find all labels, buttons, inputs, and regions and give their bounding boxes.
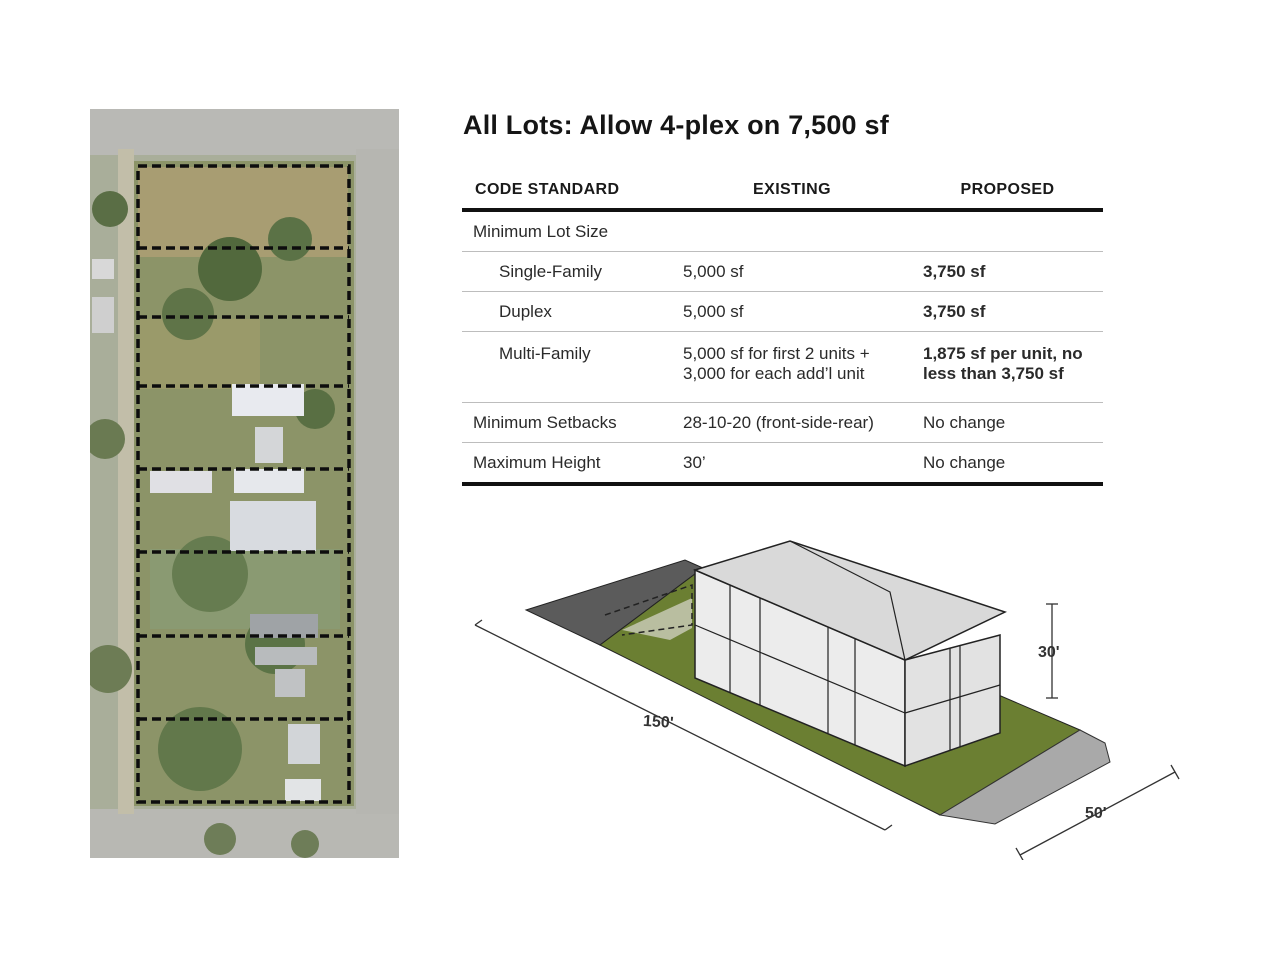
house-roof [230, 501, 316, 551]
row-label: Maximum Height [462, 443, 672, 485]
header-existing: EXISTING [672, 172, 912, 210]
dim-height-label: 30' [1038, 644, 1060, 661]
dim-width-label: 50' [1085, 805, 1107, 822]
house-roof [285, 779, 321, 801]
aerial-lots-image [90, 109, 399, 858]
house-roof [255, 647, 317, 665]
row-label: Minimum Setbacks [462, 403, 672, 443]
row-existing: 5,000 sf [672, 252, 912, 292]
proposed-line: less than 3,750 sf [923, 364, 1064, 383]
street-bottom [90, 809, 399, 858]
row-proposed: 3,750 sf [912, 292, 1103, 332]
house-roof [150, 471, 212, 493]
row-label: Multi-Family [462, 332, 672, 403]
row-proposed: No change [912, 403, 1103, 443]
house-roof [275, 669, 305, 697]
row-label: Single-Family [462, 252, 672, 292]
table-row [462, 252, 1103, 292]
house-roof [234, 469, 304, 493]
header-code-standard: CODE STANDARD [462, 172, 672, 210]
house-roof [255, 427, 283, 463]
table-row [462, 332, 1103, 403]
row-existing: 5,000 sf [672, 292, 912, 332]
alley-left [118, 149, 134, 814]
dim-length-label: 150' [642, 712, 675, 732]
table-row [462, 210, 1103, 252]
street-top [90, 109, 399, 155]
row-proposed [912, 210, 1103, 252]
header-proposed: PROPOSED [912, 172, 1103, 210]
row-label: Minimum Lot Size [462, 210, 672, 252]
table-row [462, 403, 1103, 443]
proposed-line: 1,875 sf per unit, no [923, 344, 1083, 363]
existing-line: 5,000 sf for first 2 units + [683, 344, 870, 363]
table-row [462, 292, 1103, 332]
row-existing: 28-10-20 (front-side-rear) [672, 403, 912, 443]
table-header-row [462, 172, 1103, 210]
row-proposed [912, 332, 1103, 403]
lot-diagram [460, 530, 1180, 860]
table-row [462, 443, 1103, 485]
row-existing [672, 332, 912, 403]
row-proposed: 3,750 sf [912, 252, 1103, 292]
code-standards-table [462, 172, 1103, 486]
row-existing: 30’ [672, 443, 912, 485]
house-roof [288, 724, 320, 764]
page-title: All Lots: Allow 4-plex on 7,500 sf [463, 110, 889, 140]
street-right [356, 149, 399, 814]
row-proposed: No change [912, 443, 1103, 485]
row-existing [672, 210, 912, 252]
row-label: Duplex [462, 292, 672, 332]
house-roof [232, 384, 304, 416]
existing-line: 3,000 for each add’l unit [683, 364, 865, 383]
